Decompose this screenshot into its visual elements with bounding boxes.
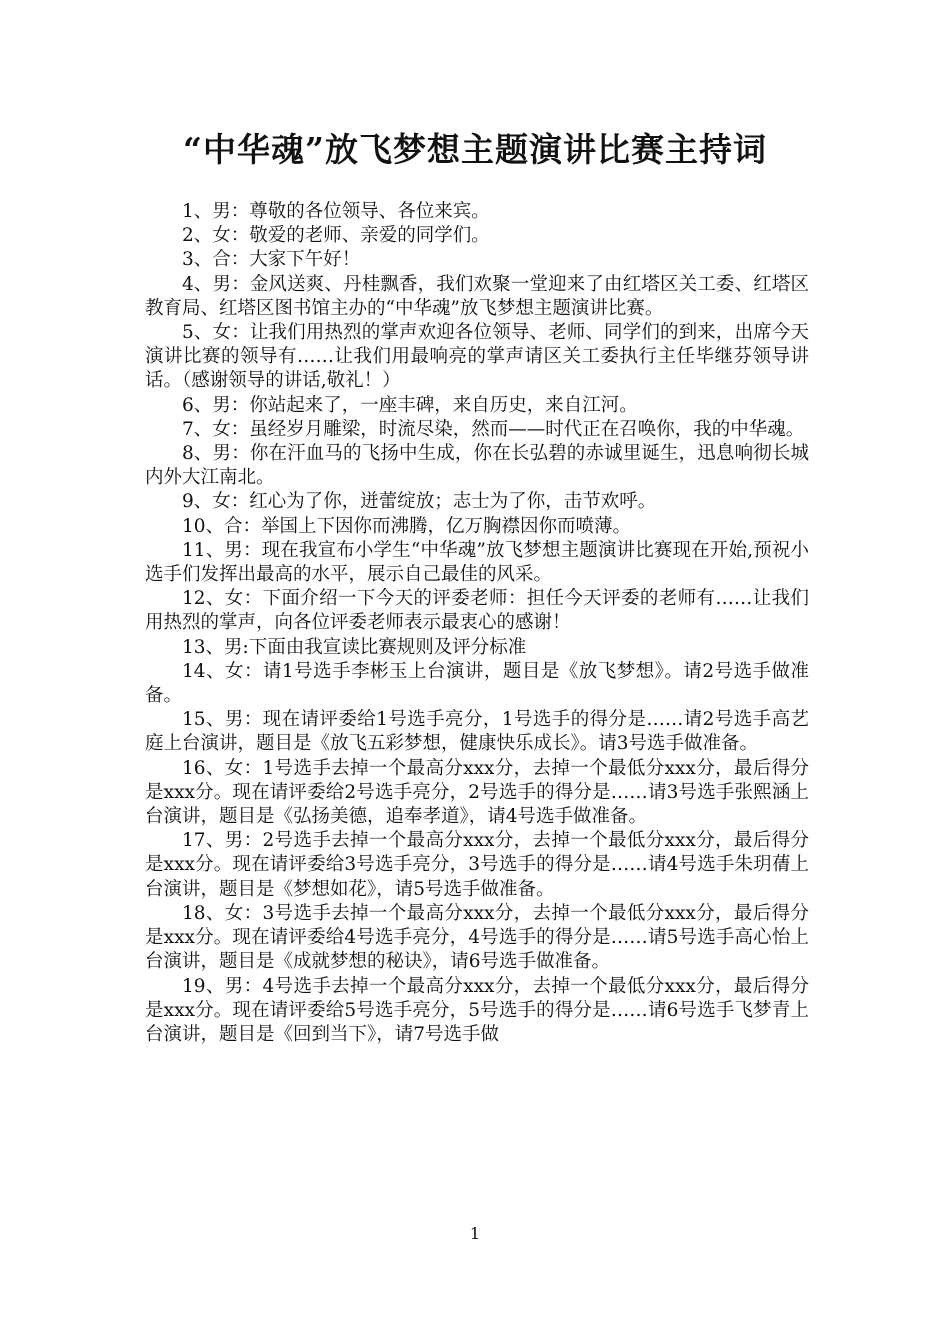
paragraph: 3、合：大家下午好！ <box>182 249 361 271</box>
paragraph: 14、女：请1号选手李彬玉上台演讲，题目是《放飞梦想》。请2号选手做准备。 <box>145 660 809 707</box>
paragraph: 9、女：红心为了你，迸蕾绽放；志士为了你，击节欢呼。 <box>182 491 657 513</box>
paragraph: 7、女：虽经岁月雕梁，时流尽染，然而——时代正在召唤你，我的中华魂。 <box>182 418 805 440</box>
document-title: “中华魂”放飞梦想主题演讲比赛主持词 <box>183 130 767 169</box>
document-body <box>145 200 809 1047</box>
paragraph: 2、女：敬爱的老师、亲爱的同学们。 <box>182 225 490 247</box>
paragraph: 16、女：1号选手去掉一个最高分xxx分，去掉一个最低分xxx分，最后得分是xxx分。现在请评委给2号选手亮分，2号选手的得分是……请3号选手张熙涵上台演讲，题目是《弘扬美德，追奉孝道》，请4号选手做准备。 <box>145 757 809 828</box>
page-number: 1 <box>469 1224 481 1243</box>
paragraph: 15、男：现在请评委给1号选手亮分，1号选手的得分是……请2号选手高艺庭上台演讲，题目是《放飞五彩梦想，健康快乐成长》。请3号选手做准备。 <box>145 709 809 755</box>
paragraph: 12、女：下面介绍一下今天的评委老师：担任今天评委的老师有……让我们用热烈的掌声，向各位评委老师表示最衷心的感谢！ <box>145 588 809 634</box>
paragraph: 6、男：你站起来了，一座丰碑，来自历史，来自江河。 <box>182 394 638 416</box>
paragraph: 19、男：4号选手去掉一个最高分xxx分，去掉一个最低分xxx分，最后得分是xxx分。现在请评委给5号选手亮分，5号选手的得分是……请6号选手飞梦青上台演讲，题目是《回到当下》，请7号选手做 <box>145 975 809 1045</box>
paragraph: 13、男:下面由我宣读比赛规则及评分标准 <box>182 636 527 658</box>
paragraph: 8、男：你在汗血马的飞扬中生成，你在长弘碧的赤诚里诞生，迅息响彻长城内外大江南北。 <box>145 443 809 489</box>
paragraph: 11、男：现在我宣布小学生“中华魂”放飞梦想主题演讲比赛现在开始,预祝小选手们发挥出最高的水平，展示自己最佳的风采。 <box>145 539 809 586</box>
paragraph: 18、女：3号选手去掉一个最高分xxx分，去掉一个最低分xxx分，最后得分是xxx分。现在请评委给4号选手亮分，4号选手的得分是……请5号选手高心怡上台演讲，题目是《成就梦想的秘诀》，请6号选手做准备。 <box>145 902 809 973</box>
paragraph: 17、男：2号选手去掉一个最高分xxx分，去掉一个最低分xxx分，最后得分是xxx分。现在请评委给3号选手亮分，3号选手的得分是……请4号选手朱玥蒨上台演讲，题目是《梦想如花》，请5号选手做准备。 <box>145 830 809 900</box>
paragraph: 5、女：让我们用热烈的掌声欢迎各位领导、老师、同学们的到来，出席今天演讲比赛的领导有……让我们用最响亮的掌声请区关工委执行主任毕继芬领导讲话。（感谢领导的讲话,敬礼！） <box>145 322 809 392</box>
paragraph: 4、男：金风送爽、丹桂飘香，我们欢聚一堂迎来了由红塔区关工委、红塔区教育局、红塔区图书馆主办的“中华魂”放飞梦想主题演讲比赛。 <box>145 273 809 319</box>
paragraph: 10、合：举国上下因你而沸腾，亿万胸襟因你而喷薄。 <box>182 515 632 537</box>
paragraph: 1、男：尊敬的各位领导、各位来宾。 <box>182 201 490 222</box>
